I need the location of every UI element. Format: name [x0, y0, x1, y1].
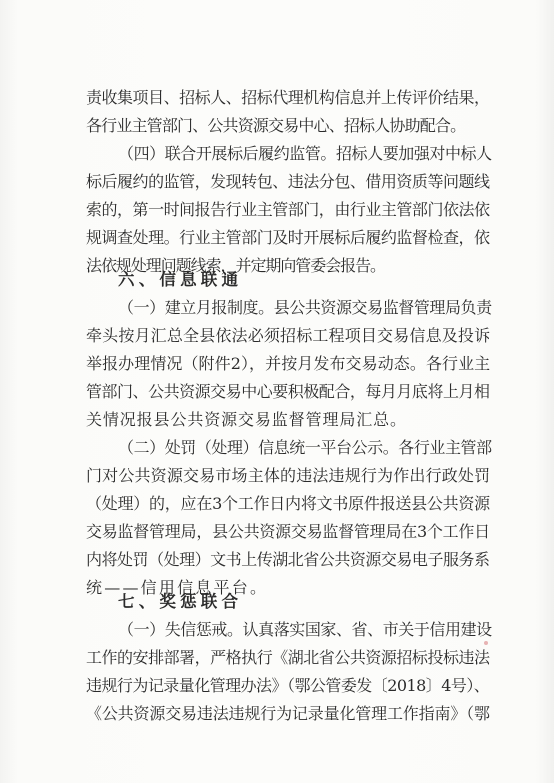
paragraph-line: 举报办理情况（附件2），并按月发布交易动态。各行业主: [86, 354, 491, 373]
paragraph-line: 管部门、公共资源交易中心要积极配合，每月月底将上月相: [86, 382, 490, 401]
paragraph-line: 法依规处理问题线索，并定期向管委会报告。: [86, 256, 386, 275]
paragraph-line: （二）处罚（处理）信息统一平台公示。各行业主管部: [118, 438, 492, 457]
section-heading: 六、信息联通: [118, 270, 243, 289]
paragraph-line: 《公共资源交易违法违规行为记录量化管理工作指南》（鄂: [86, 704, 490, 723]
paragraph-line: （一）失信惩戒。认真落实国家、省、市关于信用建设: [118, 620, 492, 639]
paragraph-line: 牵头按月汇总全县依法必须招标工程项目交易信息及投诉: [86, 326, 491, 345]
paragraph-line: 标后履约的监管，发现转包、违法分包、借用资质等问题线: [86, 172, 490, 191]
section-heading: 七、奖惩联合: [118, 592, 243, 611]
scan-mark: [484, 641, 488, 645]
paragraph-line: （四）联合开展标后履约监管。招标人要加强对中标人: [118, 144, 492, 163]
paragraph-line: 责收集项目、招标人、招标代理机构信息并上传评价结果，: [86, 88, 490, 107]
paragraph-line: 规调查处理。行业主管部门及时开展标后履约监督检查，依: [86, 228, 490, 247]
paragraph-line: 各行业主管部门、公共资源交易中心、招标人协助配合。: [86, 116, 466, 135]
paragraph-line: 交易监督管理局，县公共资源交易监督管理局在3个工作日: [86, 522, 490, 541]
paragraph-line: 统——信用信息平台。: [86, 578, 269, 597]
paragraph-line: 工作的安排部署，严格执行《湖北省公共资源招标投标违法: [86, 648, 490, 667]
paragraph-line: （处理）的，应在3个工作日内将文书原件报送县公共资源: [86, 494, 490, 513]
paragraph-line: 关情况报县公共资源交易监督管理局汇总。: [86, 410, 407, 429]
paragraph-line: 内将处罚（处理）文书上传湖北省公共资源交易电子服务系: [86, 550, 490, 569]
paragraph-line: 违规行为记录量化管理办法》（鄂公管委发〔2018〕4号）、: [86, 676, 490, 695]
paragraph-line: 索的，第一时间报告行业主管部门，由行业主管部门依法依: [86, 200, 490, 219]
paragraph-line: 门对公共资源交易市场主体的违法违规行为作出行政处罚: [86, 466, 491, 485]
paragraph-line: （一）建立月报制度。县公共资源交易监督管理局负责: [118, 298, 492, 317]
